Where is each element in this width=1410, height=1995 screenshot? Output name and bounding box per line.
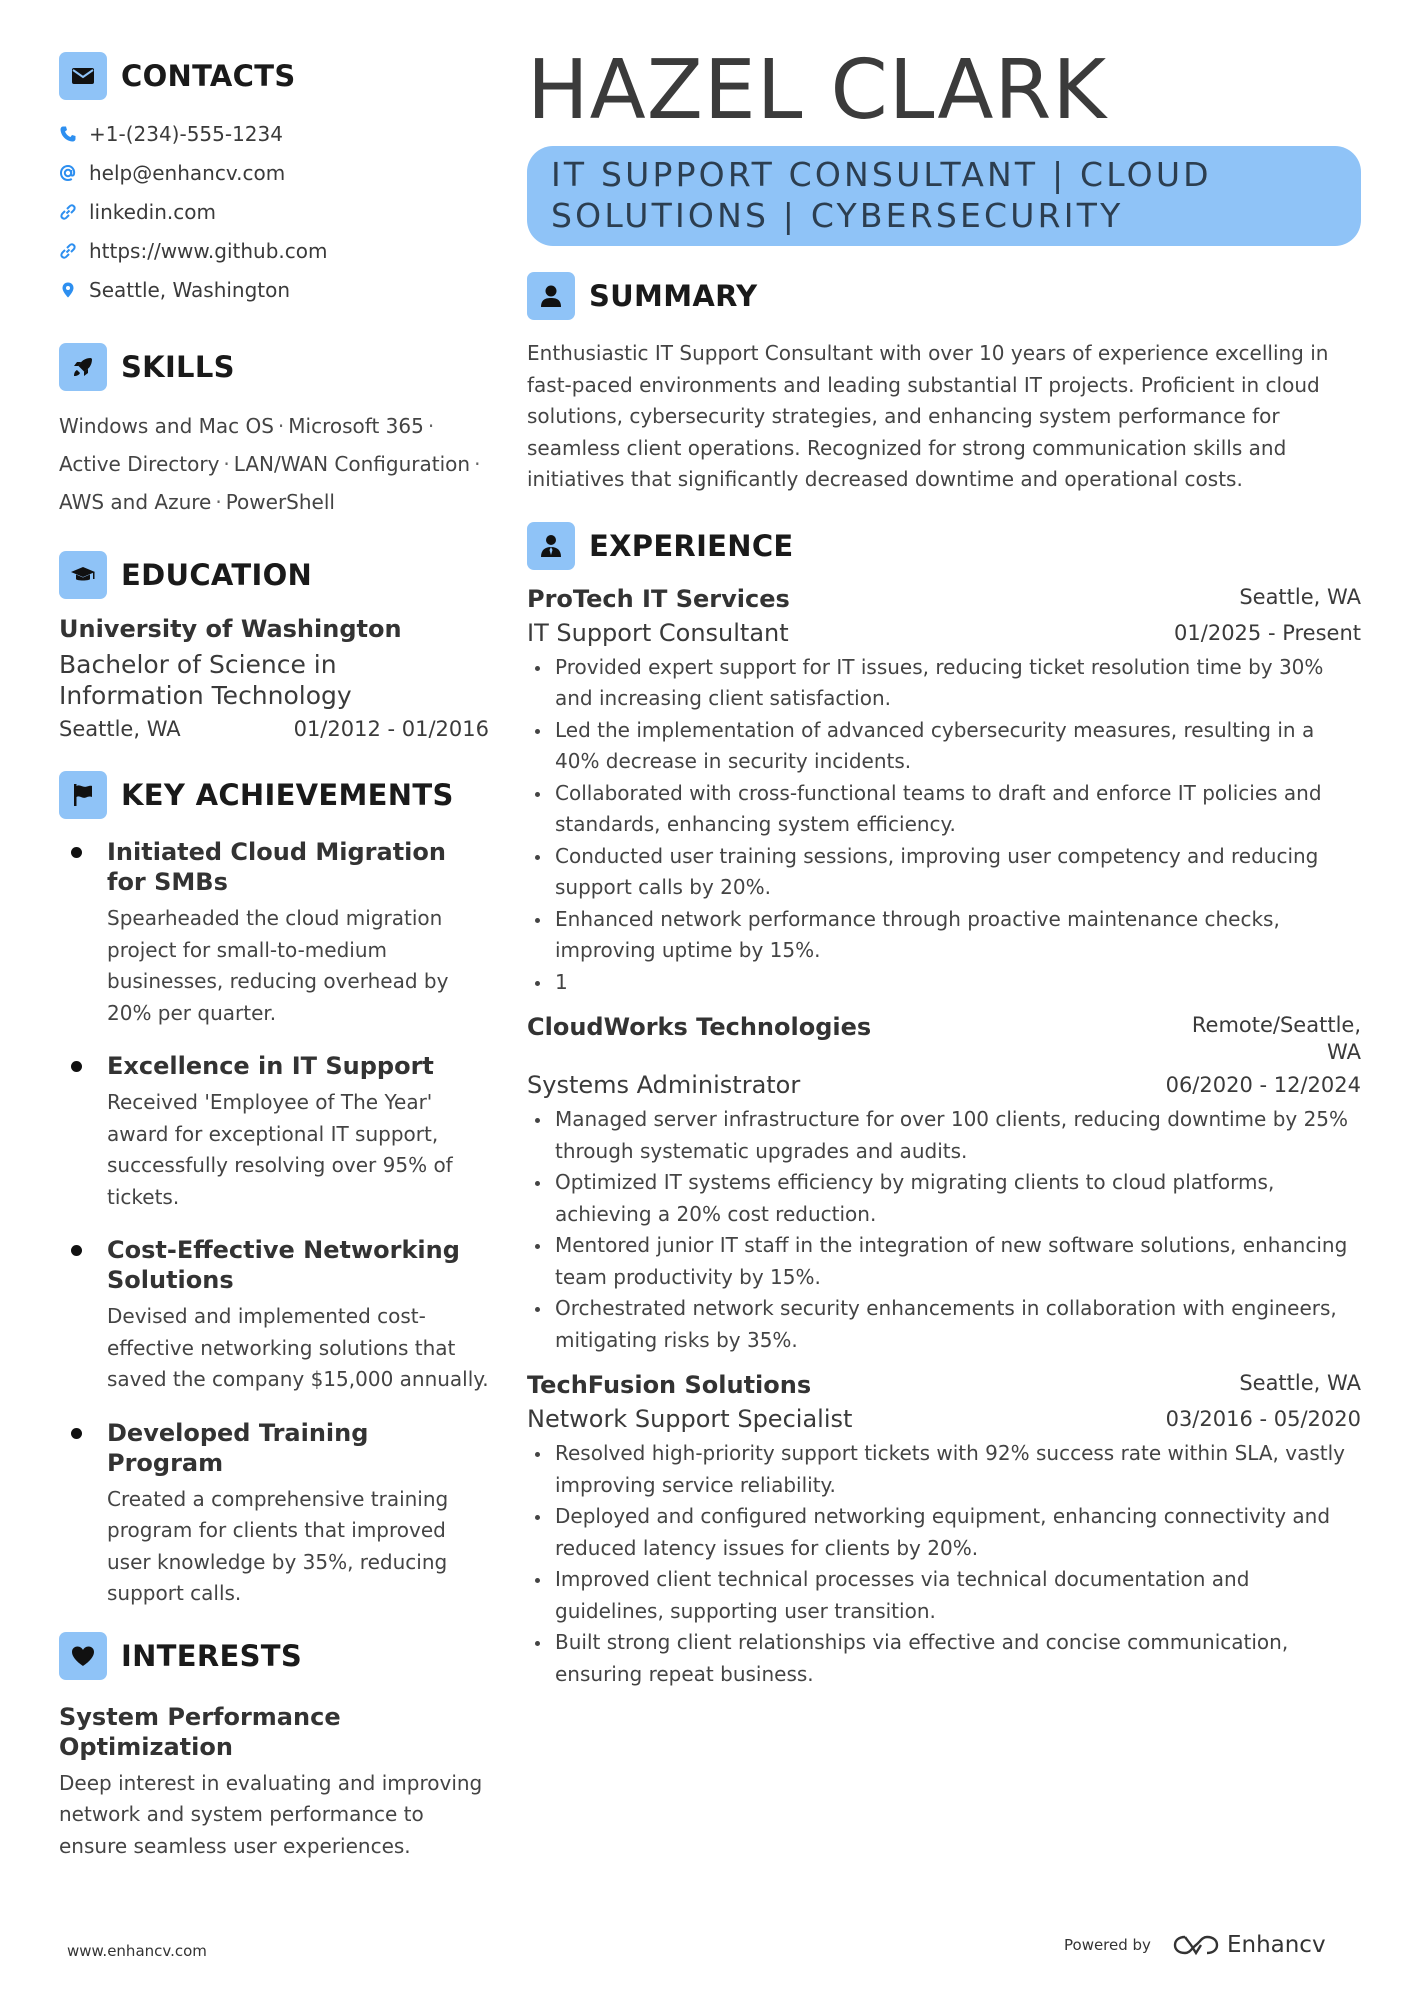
job-bullet: Provided expert support for IT issues, reducing ticket resolution time by 30% and increasing client satisfaction. — [527, 652, 1361, 715]
linkedin-text: linkedin.com — [89, 199, 216, 224]
section-title-interests: INTERESTS — [121, 1638, 303, 1673]
skills-line — [59, 445, 489, 483]
skill-item: Microsoft 365 — [288, 414, 424, 438]
job-header — [527, 1012, 1361, 1066]
job-entry — [527, 1370, 1361, 1690]
enhancv-logo-icon — [1173, 1933, 1219, 1957]
achievement-item — [59, 1235, 489, 1396]
education-meta — [59, 717, 489, 741]
skills-line — [59, 483, 489, 521]
bullet-dot — [71, 1061, 82, 1072]
education-degree: Bachelor of Science in Information Technology — [59, 650, 352, 710]
skills-list — [59, 407, 489, 521]
job-role: IT Support Consultant — [527, 618, 789, 647]
skill-item: Windows and Mac OS — [59, 414, 274, 438]
education-school: University of Washington — [59, 615, 402, 643]
achievement-title: Initiated Cloud Migration for SMBs — [107, 838, 446, 896]
achievement-item — [59, 1051, 489, 1213]
job-header — [527, 1370, 1361, 1400]
experience-header — [527, 522, 1361, 570]
job-dates: 06/2020 - 12/2024 — [1165, 1073, 1361, 1097]
interest-desc: Deep interest in evaluating and improving network and system performance to ensure seamless user experiences. — [59, 1770, 483, 1858]
skill-separator: · — [215, 490, 222, 514]
achievements-header — [59, 771, 489, 819]
contact-github[interactable] — [59, 231, 489, 270]
businessman-icon — [527, 522, 575, 570]
interests-header — [59, 1632, 489, 1680]
flag-icon — [59, 771, 107, 819]
at-icon — [59, 164, 77, 182]
job-subheader — [527, 1404, 1361, 1434]
job-bullet: Conducted user training sessions, improving user competency and reducing support calls by 20%. — [527, 841, 1361, 904]
right-column — [527, 43, 1361, 1690]
section-title-education: EDUCATION — [121, 558, 313, 592]
title-line: IT SUPPORT CONSULTANT | CLOUD — [551, 155, 1212, 194]
job-bullet: Mentored junior IT staff in the integration of new software solutions, enhancing team productivity by 15%. — [527, 1230, 1361, 1293]
skill-item: Active Directory — [59, 452, 220, 476]
location-text: Seattle, Washington — [89, 277, 291, 302]
achievement-item — [59, 837, 489, 1029]
education-dates: 01/2012 - 01/2016 — [293, 717, 489, 741]
job-bullet: 1 — [527, 967, 1361, 999]
map-pin-icon — [59, 281, 77, 299]
skills-line — [59, 407, 489, 445]
link-icon — [59, 242, 77, 260]
achievement-title: Developed Training Program — [107, 1418, 369, 1477]
github-text: https://www.github.com — [89, 238, 328, 263]
rocket-icon — [59, 343, 107, 391]
achievement-desc: Received 'Employee of The Year' award for exceptional IT support, successfully resolving over 95% of tickets. — [107, 1090, 453, 1209]
interest-title: System Performance Optimization — [59, 1702, 341, 1761]
powered-by-text: Powered by — [1064, 1936, 1151, 1954]
job-location-line: Remote/Seattle, — [1191, 1013, 1361, 1037]
heart-icon — [59, 1632, 107, 1680]
footer-branding — [1064, 1932, 1326, 1958]
job-bullet: Enhanced network performance through proactive maintenance checks, improving uptime by 15%. — [527, 904, 1361, 967]
job-bullet: Managed server infrastructure for over 100 clients, reducing downtime by 25% through systematic upgrades and audits. — [527, 1104, 1361, 1167]
achievement-desc: Spearheaded the cloud migration project for small-to-medium businesses, reducing overhead by 20% per quarter. — [107, 906, 449, 1025]
achievement-item — [59, 1418, 489, 1610]
skill-separator: · — [427, 414, 435, 438]
achievements-list — [59, 837, 489, 1610]
left-column — [59, 52, 489, 1862]
skill-separator: · — [474, 452, 481, 476]
education-location: Seattle, WA — [59, 717, 181, 741]
skill-separator: · — [223, 452, 230, 476]
contacts-header — [59, 52, 489, 100]
title-line: SOLUTIONS | CYBERSECURITY — [551, 196, 1124, 235]
section-title-summary: SUMMARY — [589, 279, 758, 313]
achievement-desc: Devised and implemented cost-effective networking solutions that saved the company $15,000 annually. — [107, 1304, 489, 1391]
candidate-name: HAZEL CLARK — [527, 43, 1108, 138]
job-bullets — [527, 652, 1361, 999]
job-entry — [527, 1012, 1361, 1356]
contact-email[interactable] — [59, 153, 489, 192]
summary-header — [527, 272, 1361, 320]
skills-header — [59, 343, 489, 391]
job-dates: 01/2025 - Present — [1174, 620, 1361, 645]
link-icon — [59, 203, 77, 221]
bullet-dot — [71, 847, 82, 858]
achievement-title: Excellence in IT Support — [107, 1052, 434, 1080]
bullet-dot — [71, 1428, 82, 1439]
skill-separator: · — [277, 414, 285, 438]
job-company: CloudWorks Technologies — [527, 1013, 872, 1041]
skill-item: PowerShell — [225, 490, 335, 514]
graduation-cap-icon — [59, 551, 107, 599]
job-bullet: Optimized IT systems efficiency by migrating clients to cloud platforms, achieving a 20% cost reduction. — [527, 1167, 1361, 1230]
section-title-achievements: KEY ACHIEVEMENTS — [121, 778, 454, 812]
job-bullet: Collaborated with cross-functional teams to draft and enforce IT policies and standards, enhancing system efficiency. — [527, 778, 1361, 841]
job-company: ProTech IT Services — [527, 584, 790, 613]
job-subheader — [527, 618, 1361, 648]
job-location — [1192, 1012, 1361, 1066]
job-role: Network Support Specialist — [527, 1405, 853, 1433]
job-header — [527, 584, 1361, 614]
envelope-icon — [59, 52, 107, 100]
contact-location — [59, 270, 489, 309]
job-bullet: Built strong client relationships via effective and concise communication, ensuring repeat business. — [527, 1627, 1361, 1690]
title-banner — [527, 146, 1361, 246]
contact-linkedin[interactable] — [59, 192, 489, 231]
phone-text: +1-(234)-555-1234 — [89, 121, 283, 146]
job-bullet: Led the implementation of advanced cybersecurity measures, resulting in a 40% decrease in security incidents. — [527, 715, 1361, 778]
user-icon — [527, 272, 575, 320]
footer-website[interactable]: www.enhancv.com — [67, 1942, 207, 1960]
job-location: Seattle, WA — [1239, 584, 1361, 609]
achievement-title: Cost-Effective Networking Solutions — [107, 1236, 460, 1294]
bullet-dot — [71, 1245, 82, 1256]
summary-text: Enthusiastic IT Support Consultant with over 10 years of experience excelling in fast-paced environments and leading substantial IT projects. Proficient in cloud solutions, cybersecurity strategies, and enhancing system performance for seamless client operations. Recognized for strong communication skills and initiatives that significantly decreased downtime and operational costs. — [527, 341, 1329, 491]
job-dates: 03/2016 - 05/2020 — [1165, 1407, 1361, 1431]
brand-logo[interactable] — [1173, 1932, 1326, 1958]
job-bullet: Deployed and configured networking equipment, enhancing connectivity and reduced latency issues for clients by 20%. — [527, 1501, 1361, 1564]
skill-item: AWS and Azure — [59, 490, 212, 514]
job-subheader — [527, 1070, 1361, 1100]
section-title-skills: SKILLS — [121, 350, 235, 384]
contact-phone[interactable] — [59, 114, 489, 153]
achievement-desc: Created a comprehensive training program for clients that improved user knowledge by 35%, reducing support calls. — [107, 1486, 449, 1605]
job-bullet: Orchestrated network security enhancements in collaboration with engineers, mitigating risks by 35%. — [527, 1293, 1361, 1356]
section-title-experience: EXPERIENCE — [589, 528, 794, 563]
job-role: Systems Administrator — [527, 1071, 801, 1099]
job-bullet: Improved client technical processes via technical documentation and guidelines, supporting user transition. — [527, 1564, 1361, 1627]
contacts-list — [59, 114, 489, 309]
job-company: TechFusion Solutions — [527, 1371, 812, 1399]
job-entry — [527, 584, 1361, 999]
job-bullet: Resolved high-priority support tickets with 92% success rate within SLA, vastly improving service reliability. — [527, 1438, 1361, 1501]
job-location-line: WA — [1327, 1040, 1361, 1064]
brand-name: Enhancv — [1226, 1932, 1326, 1958]
education-header — [59, 551, 489, 599]
section-title-contacts: CONTACTS — [121, 59, 296, 93]
email-text: help@enhancv.com — [89, 160, 286, 185]
job-location: Seattle, WA — [1239, 1371, 1361, 1395]
phone-icon — [59, 125, 77, 143]
job-bullets — [527, 1438, 1361, 1690]
job-bullets — [527, 1104, 1361, 1356]
skill-item: LAN/WAN Configuration — [233, 452, 471, 476]
